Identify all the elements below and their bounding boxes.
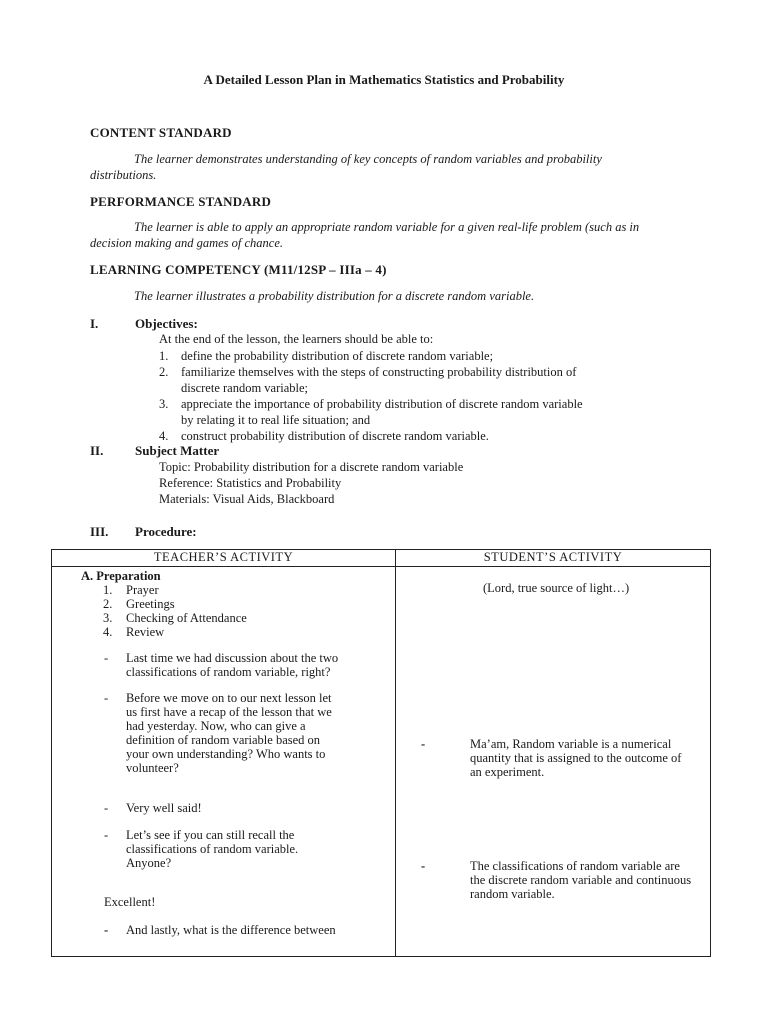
teacher-line: Let’s see if you can still recall the bbox=[126, 828, 295, 842]
procedure-heading: Procedure: bbox=[135, 524, 197, 539]
dash-bullet: - bbox=[421, 859, 426, 873]
learning-competency-heading: LEARNING COMPETENCY (M11/12SP – IIIa – 4) bbox=[90, 262, 387, 277]
subject-matter-numeral: II. bbox=[90, 443, 104, 458]
subject-matter-heading: Subject Matter bbox=[135, 443, 220, 458]
prep-number: 1. bbox=[103, 583, 113, 597]
teacher-activity-header: TEACHER’S ACTIVITY bbox=[52, 550, 396, 567]
teacher-line: Anyone? bbox=[126, 856, 172, 870]
objective-number: 4. bbox=[159, 429, 169, 443]
dash-bullet: - bbox=[421, 737, 426, 751]
objective-number: 2. bbox=[159, 365, 169, 379]
teacher-line: your own understanding? Who wants to bbox=[126, 747, 326, 761]
content-standard-text: The learner demonstrates understanding of key concepts of random variables and probability distributions. bbox=[90, 152, 602, 182]
student-line: the discrete random variable and continuous bbox=[470, 873, 692, 887]
prep-number: 2. bbox=[103, 597, 113, 611]
prep-item: Review bbox=[126, 625, 165, 639]
performance-standard-text: The learner is able to apply an appropriate random variable for a given real-life problem (such as in decision making and games of chance. bbox=[90, 220, 640, 250]
objectives-intro: At the end of the lesson, the learners should be able to: bbox=[159, 332, 434, 346]
dash-bullet: - bbox=[104, 801, 109, 815]
objective-text: appreciate the importance of probability distribution of discrete random variable bbox=[181, 397, 583, 411]
prep-item: Prayer bbox=[126, 583, 159, 597]
student-line: The classifications of random variable are bbox=[470, 859, 680, 873]
objective-number: 3. bbox=[159, 397, 169, 411]
student-activity-cell bbox=[396, 567, 711, 957]
subject-materials: Materials: Visual Aids, Blackboard bbox=[159, 492, 335, 506]
prep-item: Greetings bbox=[126, 597, 175, 611]
objectives-heading: Objectives: bbox=[135, 316, 198, 331]
student-activity-header: STUDENT’S ACTIVITY bbox=[396, 550, 711, 567]
teacher-line: Before we move on to our next lesson let bbox=[126, 691, 332, 705]
teacher-line: definition of random variable based on bbox=[126, 733, 321, 747]
prep-item: Checking of Attendance bbox=[126, 611, 247, 625]
student-line: quantity that is assigned to the outcome of bbox=[470, 751, 682, 765]
content-standard-heading: CONTENT STANDARD bbox=[90, 125, 232, 140]
teacher-line: had yesterday. Now, who can give a bbox=[126, 719, 306, 733]
teacher-line: us first have a recap of the lesson that we bbox=[126, 705, 332, 719]
objective-text: by relating it to real life situation; and bbox=[181, 413, 371, 427]
procedure-table bbox=[51, 549, 711, 957]
objective-number: 1. bbox=[159, 349, 169, 363]
objective-text: construct probability distribution of discrete random variable. bbox=[181, 429, 489, 443]
prep-number: 4. bbox=[103, 625, 113, 639]
procedure-numeral: III. bbox=[90, 524, 109, 539]
student-line: random variable. bbox=[470, 887, 555, 901]
student-prayer: (Lord, true source of light…) bbox=[483, 581, 630, 595]
teacher-activity-cell bbox=[52, 567, 396, 957]
teacher-line: volunteer? bbox=[126, 761, 179, 775]
teacher-line: classifications of random variable. bbox=[126, 842, 299, 856]
teacher-line: Last time we had discussion about the two bbox=[126, 651, 339, 665]
teacher-line: And lastly, what is the difference between bbox=[126, 923, 336, 937]
teacher-line: classifications of random variable, right? bbox=[126, 665, 331, 679]
dash-bullet: - bbox=[104, 828, 109, 842]
dash-bullet: - bbox=[104, 651, 109, 665]
excellent-text: Excellent! bbox=[104, 895, 156, 909]
student-line: Ma’am, Random variable is a numerical bbox=[470, 737, 672, 751]
prep-number: 3. bbox=[103, 611, 113, 625]
performance-standard-heading: PERFORMANCE STANDARD bbox=[90, 194, 272, 209]
objectives-numeral: I. bbox=[90, 316, 99, 331]
teacher-line: Very well said! bbox=[126, 801, 202, 815]
objective-text: familiarize themselves with the steps of constructing probability distribution of bbox=[181, 365, 577, 379]
subject-topic: Topic: Probability distribution for a discrete random variable bbox=[159, 460, 464, 474]
subject-reference: Reference: Statistics and Probability bbox=[159, 476, 342, 490]
objective-text: define the probability distribution of discrete random variable; bbox=[181, 349, 494, 363]
student-line: an experiment. bbox=[470, 765, 545, 779]
dash-bullet: - bbox=[104, 923, 109, 937]
dash-bullet: - bbox=[104, 691, 109, 705]
preparation-label: A. Preparation bbox=[81, 569, 161, 583]
document-title: A Detailed Lesson Plan in Mathematics Statistics and Probability bbox=[203, 72, 565, 87]
objective-text: discrete random variable; bbox=[181, 381, 309, 395]
learning-competency-text: The learner illustrates a probability distribution for a discrete random variable. bbox=[134, 289, 535, 303]
